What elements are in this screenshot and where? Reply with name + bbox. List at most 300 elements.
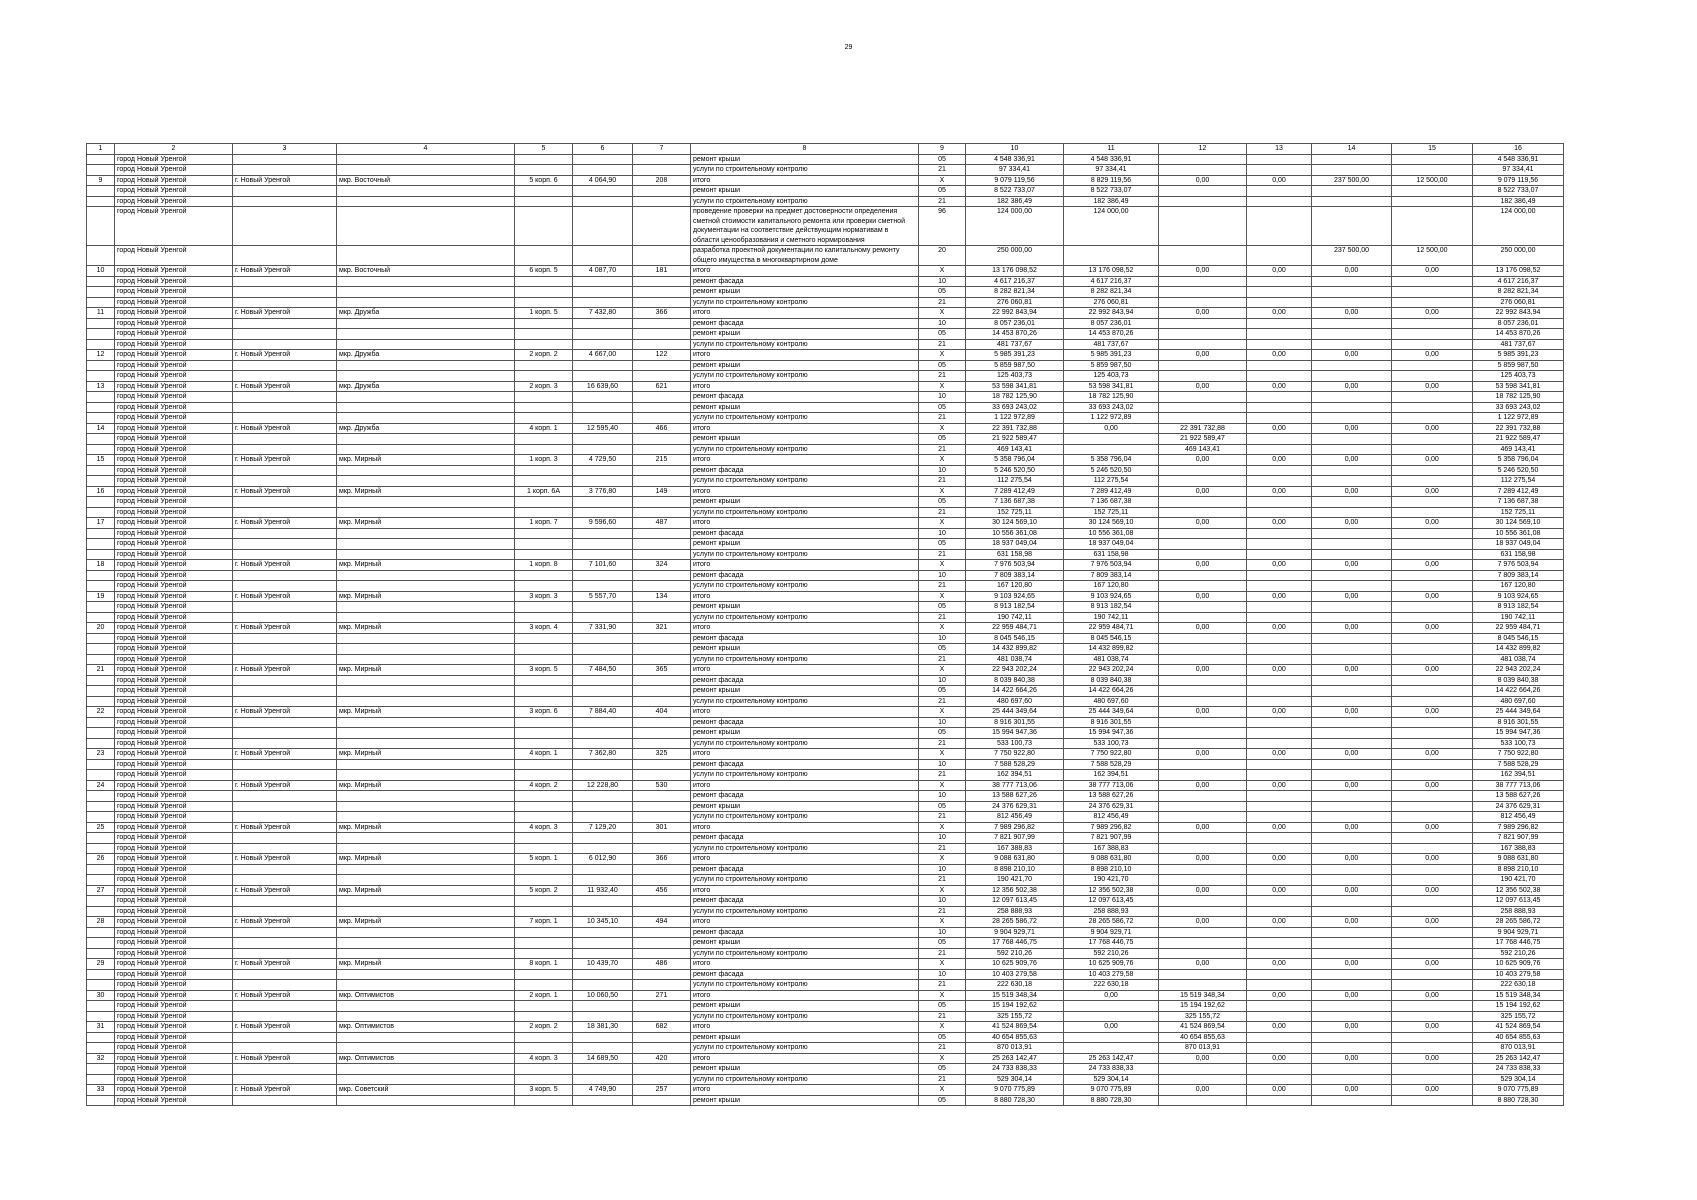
table-cell (515, 476, 573, 487)
table-cell: мкр. Оптимистов (337, 990, 515, 1001)
table-cell: 41 524 869,54 (1159, 1022, 1247, 1033)
table-cell (633, 770, 691, 781)
table-cell (1312, 1043, 1392, 1054)
table-cell: 38 777 713,06 (1064, 780, 1159, 791)
table-cell: 0,00 (1312, 959, 1392, 970)
table-cell (233, 539, 337, 550)
table-cell: 05 (919, 1064, 966, 1075)
table-cell: 22 959 484,71 (1473, 623, 1564, 634)
table-cell (573, 297, 633, 308)
table-cell (1247, 686, 1312, 697)
table-cell: 4 087,70 (573, 266, 633, 277)
table-cell (1392, 1001, 1473, 1012)
table-cell: 05 (919, 644, 966, 655)
table-cell: 30 124 569,10 (966, 518, 1064, 529)
table-cell: город Новый Уренгой (115, 381, 233, 392)
table-cell (1159, 927, 1247, 938)
table-cell: 18 937 049,04 (966, 539, 1064, 550)
table-cell: ремонт фасада (691, 833, 919, 844)
table-cell: мкр. Мирный (337, 885, 515, 896)
table-cell (1247, 434, 1312, 445)
table-cell: 41 524 869,54 (1473, 1022, 1564, 1033)
table-cell (337, 507, 515, 518)
table-cell: 20 (87, 623, 115, 634)
table-cell: 222 630,18 (1473, 980, 1564, 991)
table-cell: 10 (919, 276, 966, 287)
table-cell (633, 528, 691, 539)
table-cell: 162 394,51 (966, 770, 1064, 781)
table-cell (1392, 1064, 1473, 1075)
table-cell: 10 (919, 318, 966, 329)
table-cell (1247, 581, 1312, 592)
table-cell (1159, 675, 1247, 686)
table-cell (633, 696, 691, 707)
table-cell: 05 (919, 360, 966, 371)
table-row (87, 707, 1564, 718)
table-cell: 0,00 (1247, 780, 1312, 791)
table-cell (1312, 360, 1392, 371)
table-cell: 8 057 236,01 (1064, 318, 1159, 329)
table-cell (633, 1011, 691, 1022)
table-cell (337, 612, 515, 623)
table-cell (1392, 154, 1473, 165)
table-cell: 14 422 664,26 (966, 686, 1064, 697)
table-cell (1392, 948, 1473, 959)
table-row (87, 780, 1564, 791)
table-cell (1159, 507, 1247, 518)
table-cell (87, 770, 115, 781)
table-cell: 05 (919, 402, 966, 413)
table-cell (1064, 246, 1159, 266)
table-cell: 7 588 528,29 (1473, 759, 1564, 770)
table-cell: 23 (87, 749, 115, 760)
table-cell: 05 (919, 539, 966, 550)
table-cell (233, 497, 337, 508)
table-cell: город Новый Уренгой (115, 207, 233, 246)
table-cell (87, 360, 115, 371)
table-cell: 10 403 279,58 (1473, 969, 1564, 980)
table-cell (1312, 1095, 1392, 1106)
table-cell: 494 (633, 917, 691, 928)
capital-repair-table (86, 143, 1564, 1106)
table-cell (233, 476, 337, 487)
table-row (87, 591, 1564, 602)
table-cell (573, 801, 633, 812)
table-cell (1312, 581, 1392, 592)
table-cell (1312, 186, 1392, 197)
table-cell: X (919, 175, 966, 186)
table-cell: итого (691, 822, 919, 833)
table-cell (1312, 165, 1392, 176)
table-cell (233, 644, 337, 655)
table-cell: 16 639,60 (573, 381, 633, 392)
table-cell: 32 (87, 1053, 115, 1064)
table-cell: 1 корп. 5 (515, 308, 573, 319)
table-cell (573, 738, 633, 749)
table-cell: 3 корп. 3 (515, 591, 573, 602)
table-cell (87, 1074, 115, 1085)
table-cell (515, 654, 573, 665)
table-cell: 1 122 972,89 (1064, 413, 1159, 424)
column-header: 10 (966, 144, 1064, 155)
table-cell: 9 070 775,89 (1064, 1085, 1159, 1096)
table-cell (337, 539, 515, 550)
table-cell: 481 038,74 (966, 654, 1064, 665)
table-cell: 7 750 922,80 (1064, 749, 1159, 760)
table-cell: 10 439,70 (573, 959, 633, 970)
table-cell: 05 (919, 287, 966, 298)
table-cell: ремонт фасада (691, 969, 919, 980)
table-cell: г. Новый Уренгой (233, 959, 337, 970)
table-cell: 33 (87, 1085, 115, 1096)
table-cell (337, 633, 515, 644)
table-cell: 480 697,60 (1064, 696, 1159, 707)
table-cell: услуги по строительному контролю (691, 444, 919, 455)
table-cell: 7 331,90 (573, 623, 633, 634)
table-cell (1392, 434, 1473, 445)
table-cell (1392, 843, 1473, 854)
table-cell (1312, 413, 1392, 424)
table-cell: услуги по строительному контролю (691, 812, 919, 823)
table-cell: 28 265 586,72 (1473, 917, 1564, 928)
table-cell (337, 476, 515, 487)
table-cell: 17 (87, 518, 115, 529)
table-cell (87, 612, 115, 623)
table-cell: мкр. Мирный (337, 560, 515, 571)
table-cell: 10 (919, 633, 966, 644)
table-cell: 15 994 947,36 (1473, 728, 1564, 739)
table-row (87, 1011, 1564, 1022)
table-cell (1392, 1095, 1473, 1106)
table-cell (233, 570, 337, 581)
table-cell (87, 528, 115, 539)
table-cell: 0,00 (1159, 175, 1247, 186)
table-cell (633, 581, 691, 592)
table-cell (515, 581, 573, 592)
table-cell (1159, 833, 1247, 844)
table-cell (573, 759, 633, 770)
table-cell: 0,00 (1247, 959, 1312, 970)
table-cell (337, 1032, 515, 1043)
table-cell (573, 528, 633, 539)
table-cell: 7 362,80 (573, 749, 633, 760)
table-cell: 366 (633, 308, 691, 319)
table-cell (573, 329, 633, 340)
table-cell (1392, 612, 1473, 623)
table-cell: г. Новый Уренгой (233, 990, 337, 1001)
table-cell (1312, 633, 1392, 644)
table-cell (1247, 402, 1312, 413)
table-cell: X (919, 1085, 966, 1096)
table-cell: 25 (87, 822, 115, 833)
table-row (87, 602, 1564, 613)
table-cell (233, 801, 337, 812)
table-cell: 0,00 (1392, 423, 1473, 434)
table-cell (1159, 948, 1247, 959)
table-cell (515, 896, 573, 907)
table-cell (1392, 207, 1473, 246)
table-cell: 0,00 (1064, 990, 1159, 1001)
table-cell: 21 922 589,47 (966, 434, 1064, 445)
table-cell (573, 276, 633, 287)
table-cell: город Новый Уренгой (115, 486, 233, 497)
table-cell (233, 633, 337, 644)
table-cell: 190 421,70 (1064, 875, 1159, 886)
table-cell (633, 906, 691, 917)
table-cell (573, 1043, 633, 1054)
table-cell (87, 413, 115, 424)
table-cell (87, 276, 115, 287)
table-cell: город Новый Уренгой (115, 444, 233, 455)
table-cell: 592 210,26 (1473, 948, 1564, 959)
table-cell: 15 (87, 455, 115, 466)
table-cell (1159, 896, 1247, 907)
table-cell: город Новый Уренгой (115, 896, 233, 907)
table-cell (1159, 528, 1247, 539)
table-cell (87, 1043, 115, 1054)
table-cell: город Новый Уренгой (115, 612, 233, 623)
table-cell: 28 265 586,72 (1064, 917, 1159, 928)
table-cell (337, 339, 515, 350)
table-cell: 124 000,00 (966, 207, 1064, 246)
table-cell: 21 922 589,47 (1159, 434, 1247, 445)
table-cell: 30 124 569,10 (1473, 518, 1564, 529)
table-cell: город Новый Уренгой (115, 875, 233, 886)
table-cell: 7 809 383,14 (966, 570, 1064, 581)
table-cell: 4 корп. 3 (515, 822, 573, 833)
table-cell: 24 733 838,33 (1473, 1064, 1564, 1075)
table-cell (1392, 644, 1473, 655)
table-cell (573, 497, 633, 508)
column-header: 9 (919, 144, 966, 155)
table-cell (1247, 875, 1312, 886)
table-cell: X (919, 518, 966, 529)
table-cell: 258 888,93 (1064, 906, 1159, 917)
table-cell (1392, 360, 1473, 371)
table-cell: 10 (919, 675, 966, 686)
table-cell: 22 (87, 707, 115, 718)
table-cell (1392, 371, 1473, 382)
table-cell (233, 948, 337, 959)
table-cell (1392, 654, 1473, 665)
table-row (87, 749, 1564, 760)
table-cell: 125 403,73 (1473, 371, 1564, 382)
table-cell (1312, 329, 1392, 340)
table-cell: 258 888,93 (1473, 906, 1564, 917)
table-row (87, 549, 1564, 560)
table-cell (1159, 371, 1247, 382)
table-cell (633, 728, 691, 739)
table-cell: 870 013,91 (966, 1043, 1064, 1054)
table-cell: 9 904 929,71 (1064, 927, 1159, 938)
table-cell: город Новый Уренгой (115, 287, 233, 298)
table-row (87, 896, 1564, 907)
table-row (87, 948, 1564, 959)
table-cell: 10 403 279,58 (966, 969, 1064, 980)
table-cell (1247, 371, 1312, 382)
table-cell (1392, 287, 1473, 298)
table-cell (633, 339, 691, 350)
table-cell (1247, 1032, 1312, 1043)
table-cell: 21 (919, 196, 966, 207)
table-cell (1392, 402, 1473, 413)
table-cell: 8 913 182,54 (1064, 602, 1159, 613)
table-row (87, 927, 1564, 938)
table-cell: ремонт крыши (691, 1064, 919, 1075)
table-cell: 22 992 843,94 (966, 308, 1064, 319)
table-cell: 6 012,90 (573, 854, 633, 865)
table-cell: 0,00 (1159, 959, 1247, 970)
table-row (87, 371, 1564, 382)
table-cell (633, 196, 691, 207)
table-cell: 22 391 732,88 (1159, 423, 1247, 434)
table-cell: ремонт крыши (691, 402, 919, 413)
table-cell: 134 (633, 591, 691, 602)
table-row (87, 759, 1564, 770)
table-cell (573, 833, 633, 844)
table-cell (1312, 602, 1392, 613)
table-cell (1159, 812, 1247, 823)
table-cell (573, 612, 633, 623)
table-cell: услуги по строительному контролю (691, 980, 919, 991)
table-cell: 5 корп. 2 (515, 885, 573, 896)
table-cell: 21 (919, 875, 966, 886)
table-cell (87, 938, 115, 949)
table-cell: 0,00 (1159, 1053, 1247, 1064)
table-row (87, 266, 1564, 277)
table-cell: 0,00 (1247, 1085, 1312, 1096)
table-cell (87, 371, 115, 382)
table-cell: город Новый Уренгой (115, 822, 233, 833)
table-cell (337, 402, 515, 413)
table-cell: 7 976 503,94 (1473, 560, 1564, 571)
table-cell (1312, 287, 1392, 298)
table-cell: 21 (919, 696, 966, 707)
table-cell: 12 356 502,38 (1473, 885, 1564, 896)
table-cell (633, 318, 691, 329)
table-cell: 0,00 (1159, 885, 1247, 896)
table-cell: 870 013,91 (1159, 1043, 1247, 1054)
table-row (87, 959, 1564, 970)
table-cell (1392, 507, 1473, 518)
table-cell: 21 (919, 371, 966, 382)
table-cell: 208 (633, 175, 691, 186)
table-cell: разработка проектной документации по капитальному ремонту общего имущества в многоквартирном доме (691, 246, 919, 266)
table-cell (1312, 549, 1392, 560)
table-cell (1312, 938, 1392, 949)
table-cell: 0,00 (1159, 854, 1247, 865)
table-cell: 21 (87, 665, 115, 676)
table-cell: 13 588 627,26 (1473, 791, 1564, 802)
table-cell: 0,00 (1312, 266, 1392, 277)
table-cell: 5 246 520,50 (1064, 465, 1159, 476)
table-cell (233, 528, 337, 539)
table-cell (337, 329, 515, 340)
table-cell (337, 1043, 515, 1054)
table-cell (1312, 1064, 1392, 1075)
table-cell: 10 625 909,76 (966, 959, 1064, 970)
table-cell (1247, 1095, 1312, 1106)
table-row (87, 528, 1564, 539)
table-cell: 25 263 142,47 (1473, 1053, 1564, 1064)
table-row (87, 207, 1564, 246)
table-cell (573, 948, 633, 959)
table-cell: город Новый Уренгой (115, 186, 233, 197)
table-cell (633, 864, 691, 875)
table-cell (1312, 812, 1392, 823)
table-cell: 469 143,41 (1159, 444, 1247, 455)
table-cell (87, 476, 115, 487)
table-cell: 10 (87, 266, 115, 277)
table-cell: г. Новый Уренгой (233, 560, 337, 571)
table-cell (87, 875, 115, 886)
table-cell (1247, 297, 1312, 308)
table-cell (87, 465, 115, 476)
table-cell: 2 корп. 1 (515, 990, 573, 1001)
table-cell: г. Новый Уренгой (233, 780, 337, 791)
table-cell: 122 (633, 350, 691, 361)
table-cell (515, 612, 573, 623)
table-cell: 112 275,54 (1473, 476, 1564, 487)
table-row (87, 906, 1564, 917)
table-cell (633, 165, 691, 176)
table-cell (1159, 875, 1247, 886)
table-cell (337, 896, 515, 907)
table-cell: 0,00 (1247, 381, 1312, 392)
table-cell: г. Новый Уренгой (233, 591, 337, 602)
table-cell (87, 864, 115, 875)
table-cell (233, 833, 337, 844)
table-cell (337, 675, 515, 686)
table-cell (573, 539, 633, 550)
table-cell: 533 100,73 (1473, 738, 1564, 749)
column-header: 14 (1312, 144, 1392, 155)
table-cell (1392, 497, 1473, 508)
table-cell (1312, 476, 1392, 487)
table-cell (1247, 801, 1312, 812)
table-cell (1312, 444, 1392, 455)
table-cell: 8 057 236,01 (966, 318, 1064, 329)
table-cell: 10 345,10 (573, 917, 633, 928)
table-cell (1247, 528, 1312, 539)
table-cell (1247, 196, 1312, 207)
table-cell: 0,00 (1159, 822, 1247, 833)
table-cell: 167 120,80 (1473, 581, 1564, 592)
table-cell: 5 корп. 6 (515, 175, 573, 186)
table-cell (573, 1095, 633, 1106)
table-cell: итого (691, 266, 919, 277)
table-cell: 05 (919, 801, 966, 812)
table-cell: город Новый Уренгой (115, 560, 233, 571)
table-cell: 222 630,18 (966, 980, 1064, 991)
table-cell: 3 корп. 5 (515, 665, 573, 676)
table-cell (87, 444, 115, 455)
table-cell: услуги по строительному контролю (691, 507, 919, 518)
table-cell: город Новый Уренгой (115, 885, 233, 896)
table-cell: 5 358 796,04 (966, 455, 1064, 466)
table-cell (633, 549, 691, 560)
table-row (87, 791, 1564, 802)
table-cell (337, 812, 515, 823)
table-cell (515, 875, 573, 886)
table-cell: мкр. Дружба (337, 423, 515, 434)
table-cell: 05 (919, 728, 966, 739)
table-cell (633, 444, 691, 455)
table-cell: 7 809 383,14 (1064, 570, 1159, 581)
table-cell (87, 1032, 115, 1043)
table-cell: город Новый Уренгой (115, 854, 233, 865)
table-cell (515, 738, 573, 749)
